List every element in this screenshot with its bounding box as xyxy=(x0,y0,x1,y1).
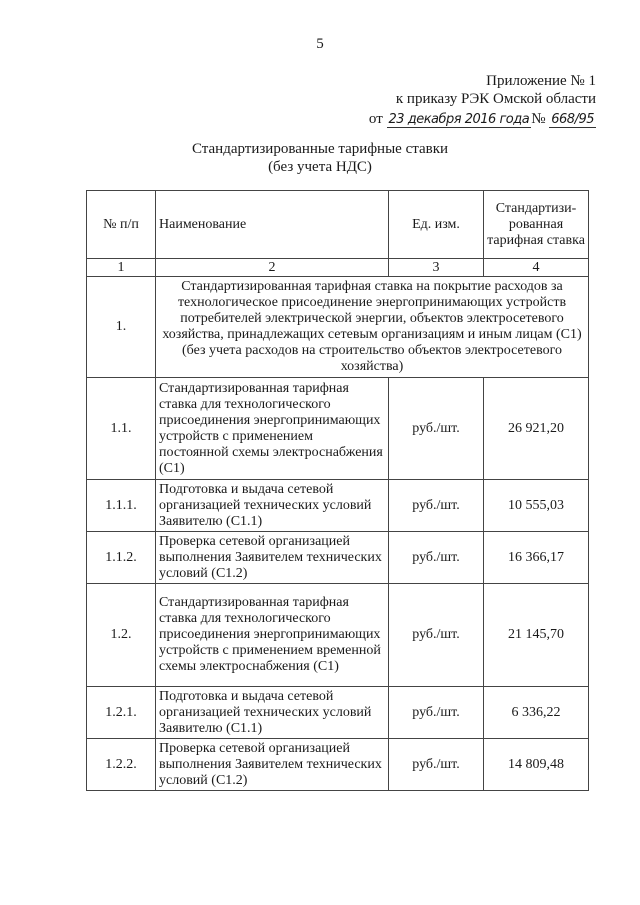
group-row xyxy=(87,277,589,378)
row-value: 6 336,22 xyxy=(484,687,589,739)
order-from-label: от xyxy=(368,111,383,127)
table-row xyxy=(87,739,589,791)
appendix-header xyxy=(396,72,596,108)
title-line-2: (без учета НДС) xyxy=(268,159,372,175)
table-row xyxy=(87,584,589,687)
row-name: Проверка сетевой организацией выполнения Заявителем технических условий (С1.2) xyxy=(156,739,389,791)
tariff-table xyxy=(86,190,589,791)
col-index-2: 2 xyxy=(156,259,389,277)
order-number-sign: № xyxy=(531,111,546,127)
row-name: Проверка сетевой организацией выполнения Заявителем технических условий (С1.2) xyxy=(156,532,389,584)
row-unit: руб./шт. xyxy=(389,739,484,791)
row-num: 1.1.2. xyxy=(87,532,156,584)
row-name: Подготовка и выдача сетевой организацией технических условий Заявителю (С1.1) xyxy=(156,480,389,532)
page-number: 5 xyxy=(316,36,324,52)
table-row xyxy=(87,532,589,584)
row-num: 1.1. xyxy=(87,378,156,480)
appendix-title: Приложение № 1 xyxy=(486,73,596,89)
table-row xyxy=(87,378,589,480)
row-name: Стандартизированная тарифная ставка для технологического присоединения энергопринимающих устройств с применением временной схемы электроснабжения (С1) xyxy=(156,584,389,687)
row-num: 1.1.1. xyxy=(87,480,156,532)
row-value: 10 555,03 xyxy=(484,480,589,532)
header-name: Наименование xyxy=(156,191,389,259)
row-value: 16 366,17 xyxy=(484,532,589,584)
header-rate: Стандартизи-рованная тарифная ставка xyxy=(484,191,589,259)
order-date-handwritten: 23 декабря 2016 года xyxy=(388,112,530,127)
document-title xyxy=(0,140,640,176)
appendix-order-ref: к приказу РЭК Омской области xyxy=(395,91,596,107)
table-header-row xyxy=(87,191,589,259)
row-unit: руб./шт. xyxy=(389,378,484,480)
order-date-number xyxy=(369,110,596,129)
row-num: 1.2.1. xyxy=(87,687,156,739)
row-num: 1.2.2. xyxy=(87,739,156,791)
row-num: 1.2. xyxy=(87,584,156,687)
header-unit: Ед. изм. xyxy=(389,191,484,259)
table-row xyxy=(87,480,589,532)
header-num: № п/п xyxy=(87,191,156,259)
row-value: 14 809,48 xyxy=(484,739,589,791)
col-index-3: 3 xyxy=(389,259,484,277)
row-value: 21 145,70 xyxy=(484,584,589,687)
row-unit: руб./шт. xyxy=(389,532,484,584)
row-unit: руб./шт. xyxy=(389,584,484,687)
col-index-4: 4 xyxy=(484,259,589,277)
row-name: Подготовка и выдача сетевой организацией технических условий Заявителю (С1.1) xyxy=(156,687,389,739)
row-unit: руб./шт. xyxy=(389,480,484,532)
column-index-row xyxy=(87,259,589,277)
row-name: Стандартизированная тарифная ставка для технологического присоединения энергопринимающих устройств с применением постоянной схемы электроснабжения (С1) xyxy=(156,378,389,480)
row-unit: руб./шт. xyxy=(389,687,484,739)
group-name: Стандартизированная тарифная ставка на покрытие расходов за технологическое присоединение энергопринимающих устройств потребителей электрической энергии, объектов электросетевого хозяйства, принадлежащих сетевым организациям и иным лицам (С1) (без учета расходов на строительство объектов электросетевого хозяйства) xyxy=(156,277,589,378)
group-num: 1. xyxy=(87,277,156,378)
row-value: 26 921,20 xyxy=(484,378,589,480)
title-line-1: Стандартизированные тарифные ставки xyxy=(191,141,449,157)
col-index-1: 1 xyxy=(87,259,156,277)
order-number-handwritten: 668/95 xyxy=(551,112,594,127)
table-row xyxy=(87,687,589,739)
